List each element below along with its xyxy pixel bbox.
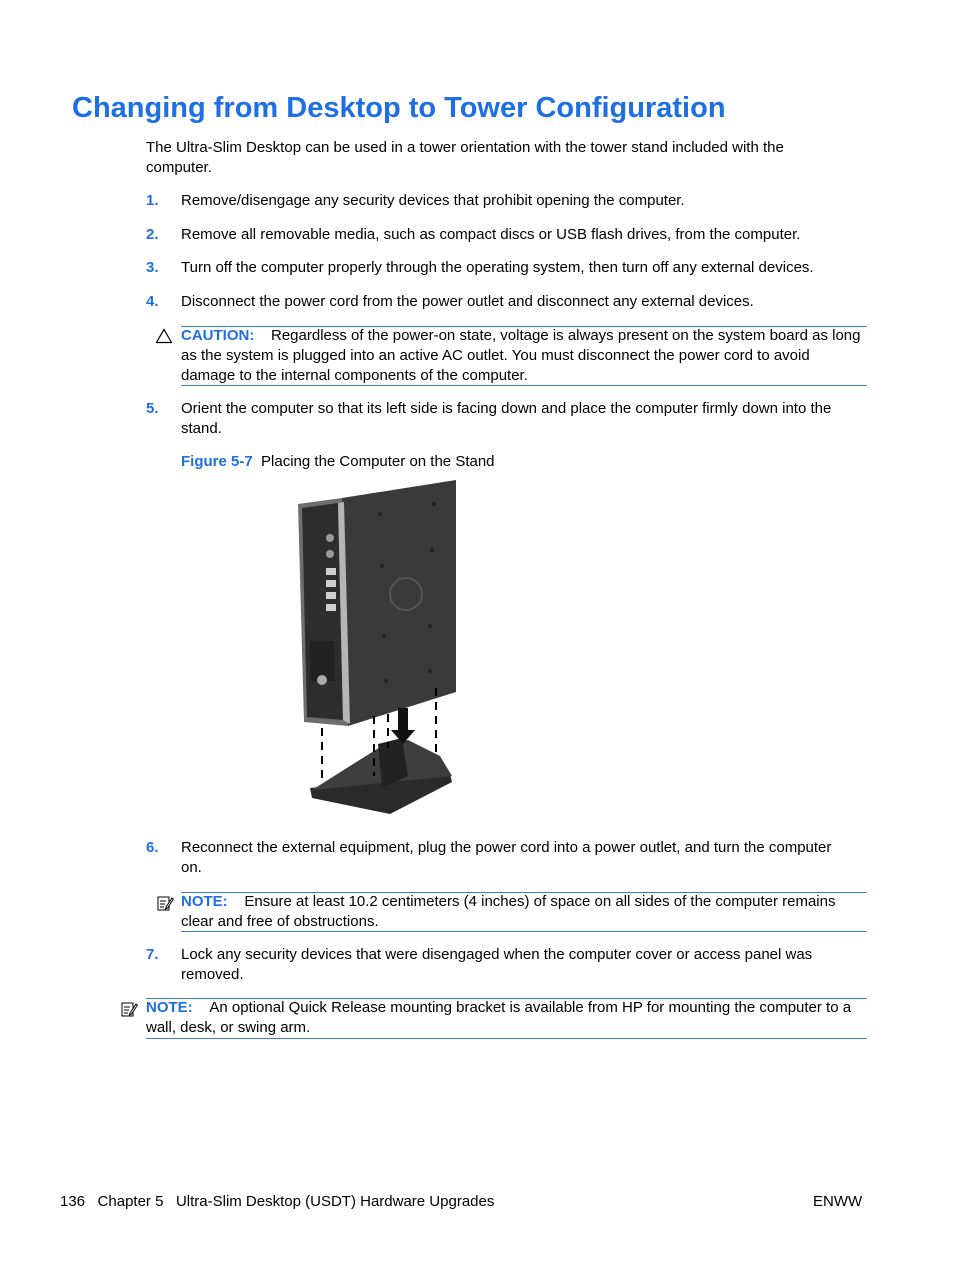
step-text: Reconnect the external equipment, plug the power cord into a power outlet, and turn the computer on.: [181, 839, 832, 876]
note1-label: NOTE:: [181, 893, 228, 910]
step-text: Remove/disengage any security devices that prohibit opening the computer.: [181, 192, 685, 209]
caution-triangle-icon: [155, 328, 173, 344]
page-title: Changing from Desktop to Tower Configuration: [72, 92, 726, 124]
caution-bottom-rule: [181, 385, 867, 386]
caution-body: Regardless of the power-on state, voltage is always present on the system board as long as the system is plugged into an active AC outlet. You must disconnect the power cord to avoid damage to the internal components of the computer.: [181, 327, 861, 384]
computer-on-stand-illustration: [290, 476, 470, 816]
step-number: 6.: [146, 839, 159, 856]
figure-caption-text: Placing the Computer on the Stand: [261, 453, 495, 470]
footer-chapter: Chapter 5: [97, 1193, 164, 1210]
step-text: Disconnect the power cord from the power outlet and disconnect any external devices.: [181, 293, 754, 310]
note-pencil-icon: [120, 1000, 138, 1018]
intro-paragraph: The Ultra-Slim Desktop can be used in a tower orientation with the tower stand included with the computer.: [146, 139, 784, 176]
step-number: 2.: [146, 226, 159, 243]
figure-label: Figure 5-7: [181, 453, 253, 470]
step-text: Remove all removable media, such as compact discs or USB flash drives, from the computer.: [181, 226, 801, 243]
note1-body: Ensure at least 10.2 centimeters (4 inches) of space on all sides of the computer remains clear and free of obstructions.: [181, 893, 836, 930]
note1-bottom-rule: [181, 931, 867, 932]
step-number: 4.: [146, 293, 159, 310]
footer-left: [60, 1192, 494, 1212]
step-text: Lock any security devices that were disengaged when the computer cover or access panel was removed.: [181, 946, 813, 983]
footer-right: ENWW: [813, 1193, 863, 1210]
step-text: Orient the computer so that its left side is facing down and place the computer firmly down into the stand.: [181, 400, 832, 437]
note2-label: NOTE:: [146, 999, 193, 1016]
step-number: 1.: [146, 192, 159, 209]
step-number: 7.: [146, 946, 159, 963]
note2-text: [146, 998, 868, 1038]
figure-caption: [181, 452, 867, 472]
note2-body: An optional Quick Release mounting bracket is available from HP for mounting the computer to a wall, desk, or swing arm.: [146, 999, 852, 1036]
step-text: Turn off the computer properly through the operating system, then turn off any external devices.: [181, 259, 814, 276]
note-pencil-icon: [156, 894, 174, 912]
note2-bottom-rule: [146, 1038, 867, 1039]
footer-chapter-title: Ultra-Slim Desktop (USDT) Hardware Upgrades: [175, 1193, 495, 1210]
step-number: 3.: [146, 259, 159, 276]
page-number: 136: [60, 1193, 86, 1210]
caution-text: [181, 326, 861, 386]
caution-label: CAUTION:: [181, 327, 255, 344]
note1-text: [181, 892, 841, 932]
step-number: 5.: [146, 400, 159, 417]
